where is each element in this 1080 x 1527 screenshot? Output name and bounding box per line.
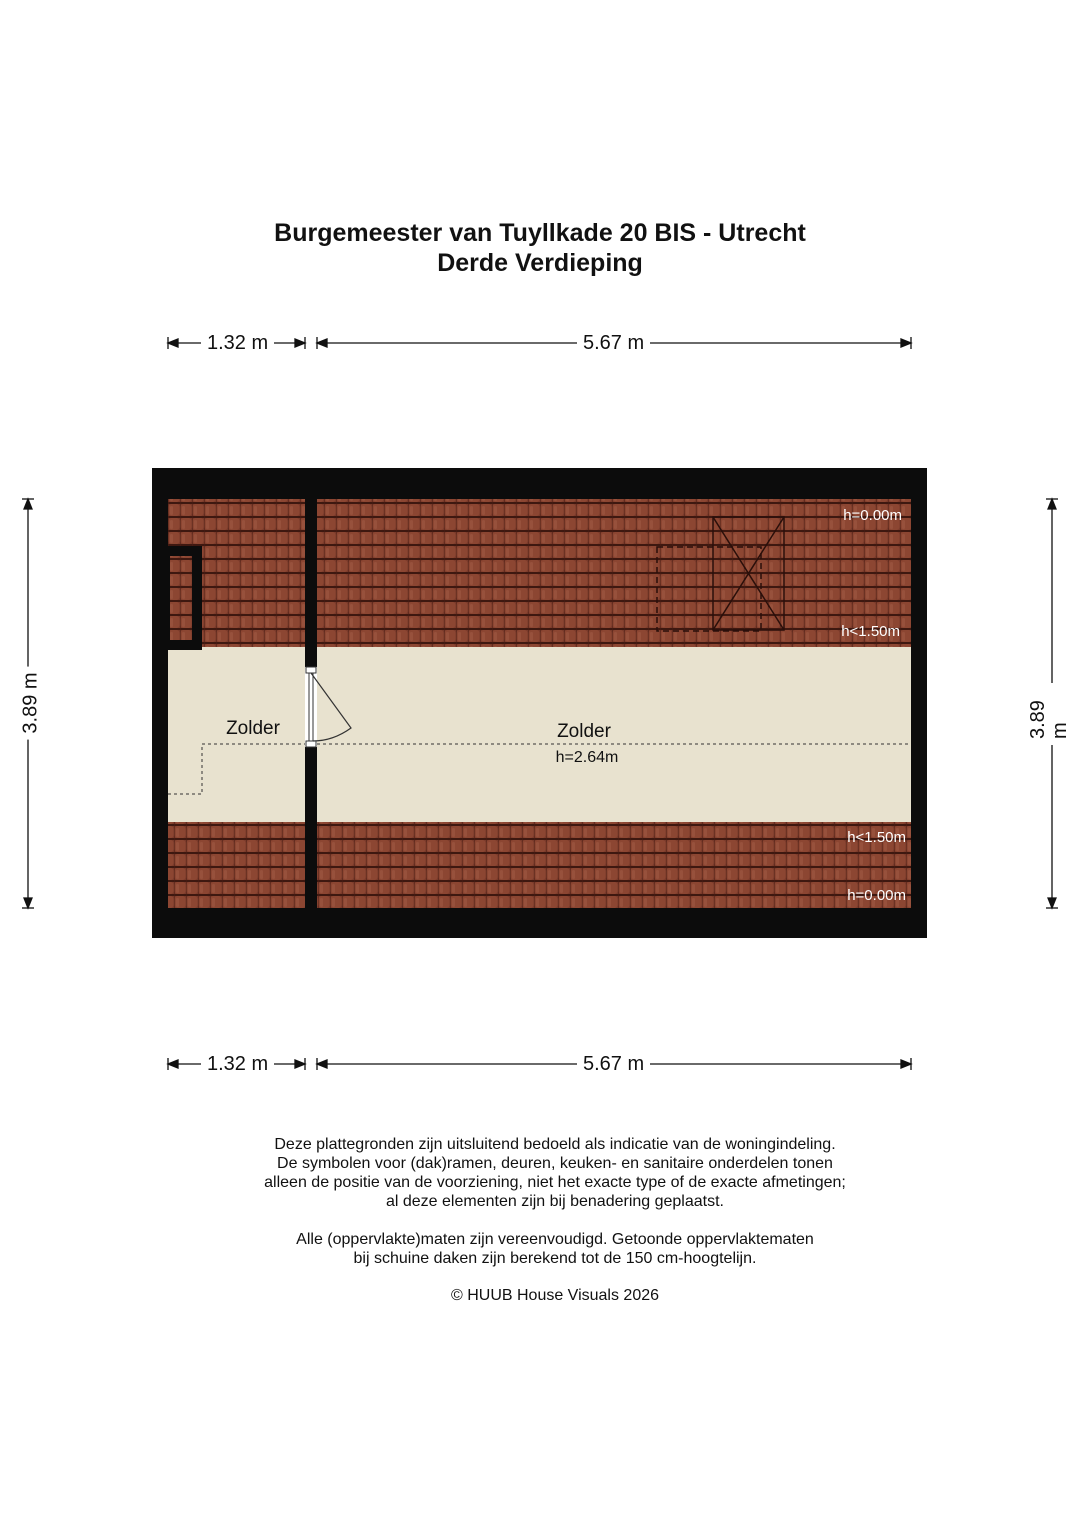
- height-bottom-limit: h<1.50m: [847, 829, 906, 846]
- disclaimer-line: De symbolen voor (dak)ramen, deuren, keuken- en sanitaire onderdelen tonen: [277, 1155, 833, 1172]
- dim-left-height: 3.89 m: [20, 666, 42, 739]
- disclaimer-line: Deze plattegronden zijn uitsluitend bedoeld als indicatie van de woningindeling.: [274, 1136, 836, 1153]
- dim-top-right: 5.67 m: [577, 332, 650, 354]
- main-room-height: h=2.64m: [555, 749, 619, 766]
- dim-bottom-right: 5.67 m: [577, 1053, 650, 1075]
- disclaimer-block-2: [0, 1230, 1080, 1268]
- height-top-limit: h<1.50m: [841, 623, 900, 640]
- height-bottom-ridge: h=0.00m: [847, 887, 906, 904]
- floor-main-room: [317, 647, 911, 822]
- small-room-label: Zolder: [226, 718, 280, 739]
- disclaimer-line: alleen de positie van de voorziening, niet het exacte type of de exacte afmetingen;: [264, 1174, 846, 1191]
- dim-right-height: 3.89 m: [1027, 683, 1071, 745]
- height-top-ridge: h=0.00m: [843, 507, 902, 524]
- copyright: © HUUB House Visuals 2026: [450, 1287, 660, 1304]
- dim-top-left: 1.32 m: [201, 332, 274, 354]
- disclaimer-line: al deze elementen zijn bij benadering geplaatst.: [385, 1193, 724, 1210]
- roof-bottom-right: [317, 822, 911, 908]
- disclaimer-line: bij schuine daken zijn berekend tot de 150 cm-hoogtelijn.: [353, 1250, 757, 1267]
- disclaimer-line: Alle (oppervlakte)maten zijn vereenvoudigd. Getoonde oppervlaktematen: [296, 1231, 814, 1248]
- address-title: Burgemeester van Tuyllkade 20 BIS - Utrecht: [274, 219, 806, 247]
- dim-bottom-left: 1.32 m: [201, 1053, 274, 1075]
- disclaimer-block-1: [0, 1135, 1080, 1211]
- main-room-label: Zolder: [557, 721, 611, 742]
- roof-bottom-left: [168, 822, 305, 908]
- floor-title: Derde Verdieping: [437, 249, 643, 277]
- roof-top-right: [317, 499, 911, 647]
